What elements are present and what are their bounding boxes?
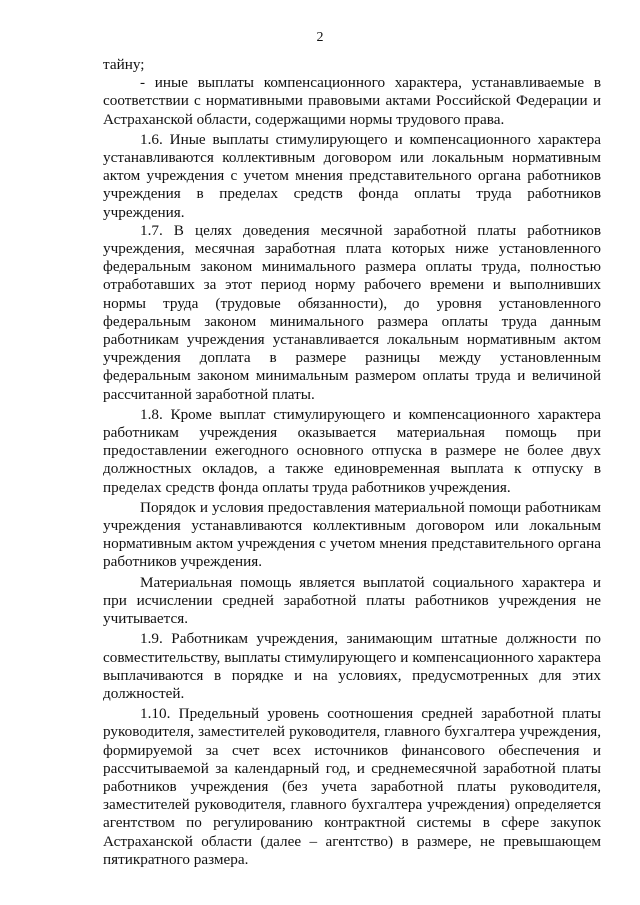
paragraph-1-10: 1.10. Предельный уровень соотношения средней заработной платы руководителя, заместителей руководителя, главного бухгалтера учреждения, формируемой за счет всех источников финансового обеспечения и рассчитываемой за календарный год, и среднемесячной заработной платы работников учреждения (без учета заработной платы руководителя, заместителей руководителя, главного бухгалтера учреждения) определяется агентством по регулированию контрактной системы в сфере закупок Астраханской области (далее – агентство) в размере, не превышающем пятикратного размера. bbox=[103, 705, 601, 868]
paragraph-material-aid-social: Материальная помощь является выплатой социального характера и при исчислении средней заработной платы работников учреждения не учитывается. bbox=[103, 573, 601, 628]
page-number: 2 bbox=[316, 30, 324, 45]
paragraph-1-8: 1.8. Кроме выплат стимулирующего и компенсационного характера работникам учреждения оказывается материальная помощь при предоставлении ежегодного основного отпуска в размере не более двух должностных окладов, а также единовременная выплата к отпуску в пределах средств фонда оплаты труда работников учреждения. bbox=[103, 405, 601, 496]
paragraph-material-aid-procedure: Порядок и условия предоставления материальной помощи работникам учреждения устанавливаются коллективным договором или локальным нормативным актом учреждения с учетом мнения представительного органа работников учреждения. bbox=[103, 498, 601, 571]
document-body bbox=[103, 56, 601, 869]
paragraph-1-7: 1.7. В целях доведения месячной заработной платы работников учреждения, месячная заработная плата которых ниже установленного федеральным законом минимального размера оплаты труда, полностью отработавших за этот период норму рабочего времени и выполнивших нормы труда (трудовые обязанности), до уровня установленного федеральным законом минимального размера оплаты труда данным работникам учреждения устанавливается локальным нормативным актом учреждения доплата в размере разницы между установленным федеральным законом минимальным размером оплаты труда и величиной рассчитанной заработной платы. bbox=[103, 221, 601, 403]
paragraph-1-9: 1.9. Работникам учреждения, занимающим штатные должности по совместительству, выплаты стимулирующего и компенсационного характера выплачиваются в порядке и на условиях, предусмотренных для этих должностей. bbox=[103, 630, 601, 702]
paragraph-continuation: тайну; bbox=[103, 56, 145, 73]
paragraph-other-compensation: - иные выплаты компенсационного характера, устанавливаемые в соответствии с нормативными правовыми актами Российской Федерации и Астраханской области, содержащими нормы трудового права. bbox=[103, 74, 601, 128]
paragraph-1-6: 1.6. Иные выплаты стимулирующего и компенсационного характера устанавливаются коллективным договором или локальным нормативным актом учреждения с учетом мнения представительного органа работников учреждения в пределах средств фонда оплаты труда работников учреждения. bbox=[103, 130, 601, 221]
